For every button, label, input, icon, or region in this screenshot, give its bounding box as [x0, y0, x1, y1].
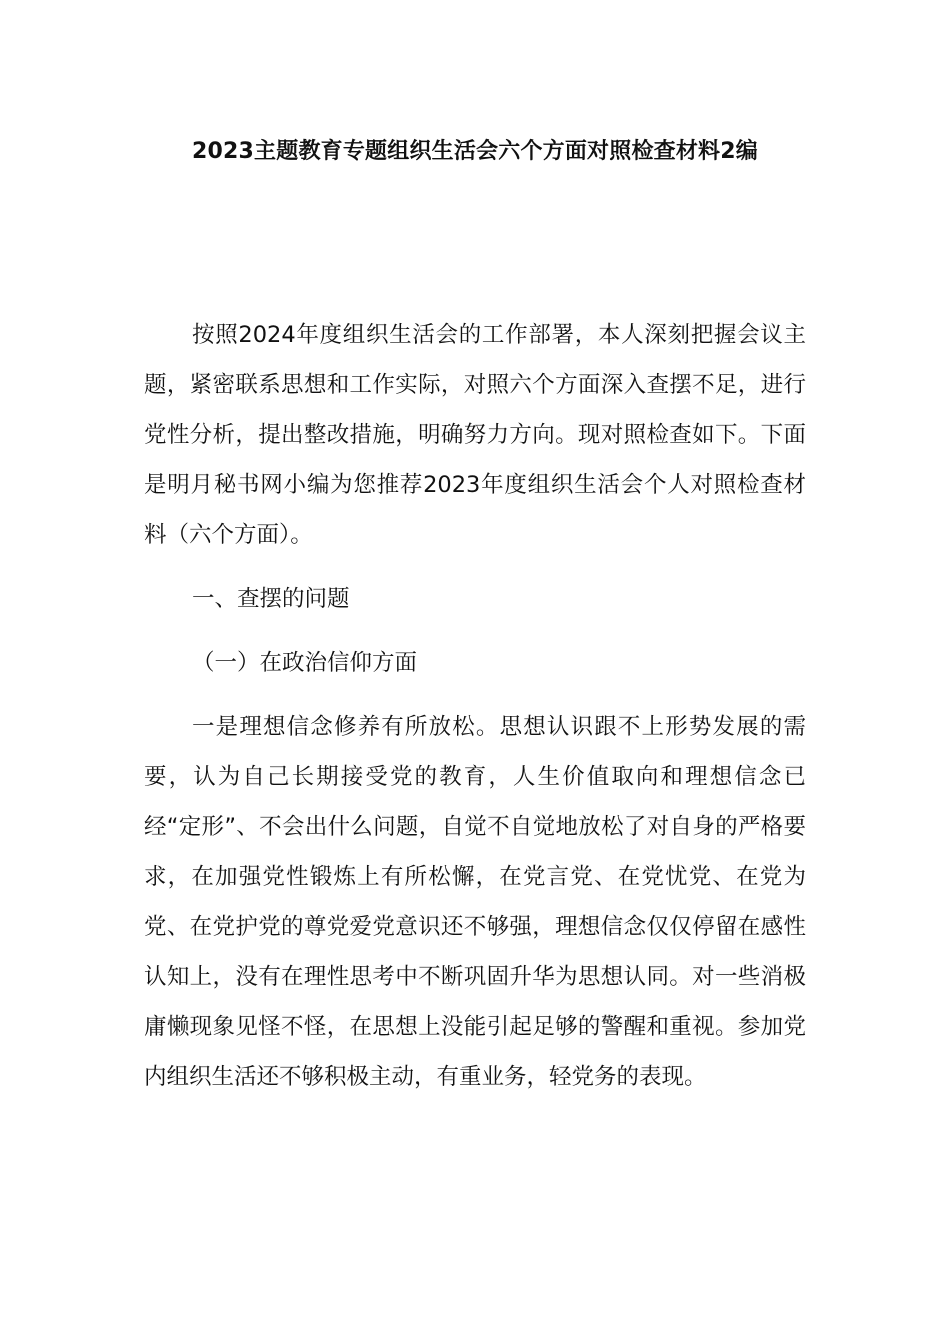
subsection-heading: （一）在政治信仰方面 [192, 650, 418, 676]
section-heading: 一、查摆的问题 [192, 586, 350, 612]
body-paragraph: 一是理想信念修养有所放松。思想认识跟不上形势发展的需要，认为自己长期接受党的教育，人生价值取向和理想信念已经“定形”、不会出什么问题，自觉不自觉地放松了对自身的严格要求，在加强党性锻炼上有所松懈，在党言党、在党忧党、在党为党、在党护党的尊党爱党意识还不够强，理想信念仅仅停留在感性认知上，没有在理性思考中不断巩固升华为思想认同。对一些消极庸懒现象见怪不怪，在思想上没能引起足够的警醒和重视。参加党内组织生活还不够积极主动，有重业务，轻党务的表现。 [144, 714, 806, 1090]
document-body [144, 310, 806, 1102]
intro-paragraph: 按照2024年度组织生活会的工作部署，本人深刻把握会议主题，紧密联系思想和工作实际，对照六个方面深入查摆不足，进行党性分析，提出整改措施，明确努力方向。现对照检查如下。下面是明月秘书网小编为您推荐2023年度组织生活会个人对照检查材料（六个方面）。 [144, 322, 806, 548]
document-title: 2023主题教育专题组织生活会六个方面对照检查材料2编 [192, 139, 758, 164]
